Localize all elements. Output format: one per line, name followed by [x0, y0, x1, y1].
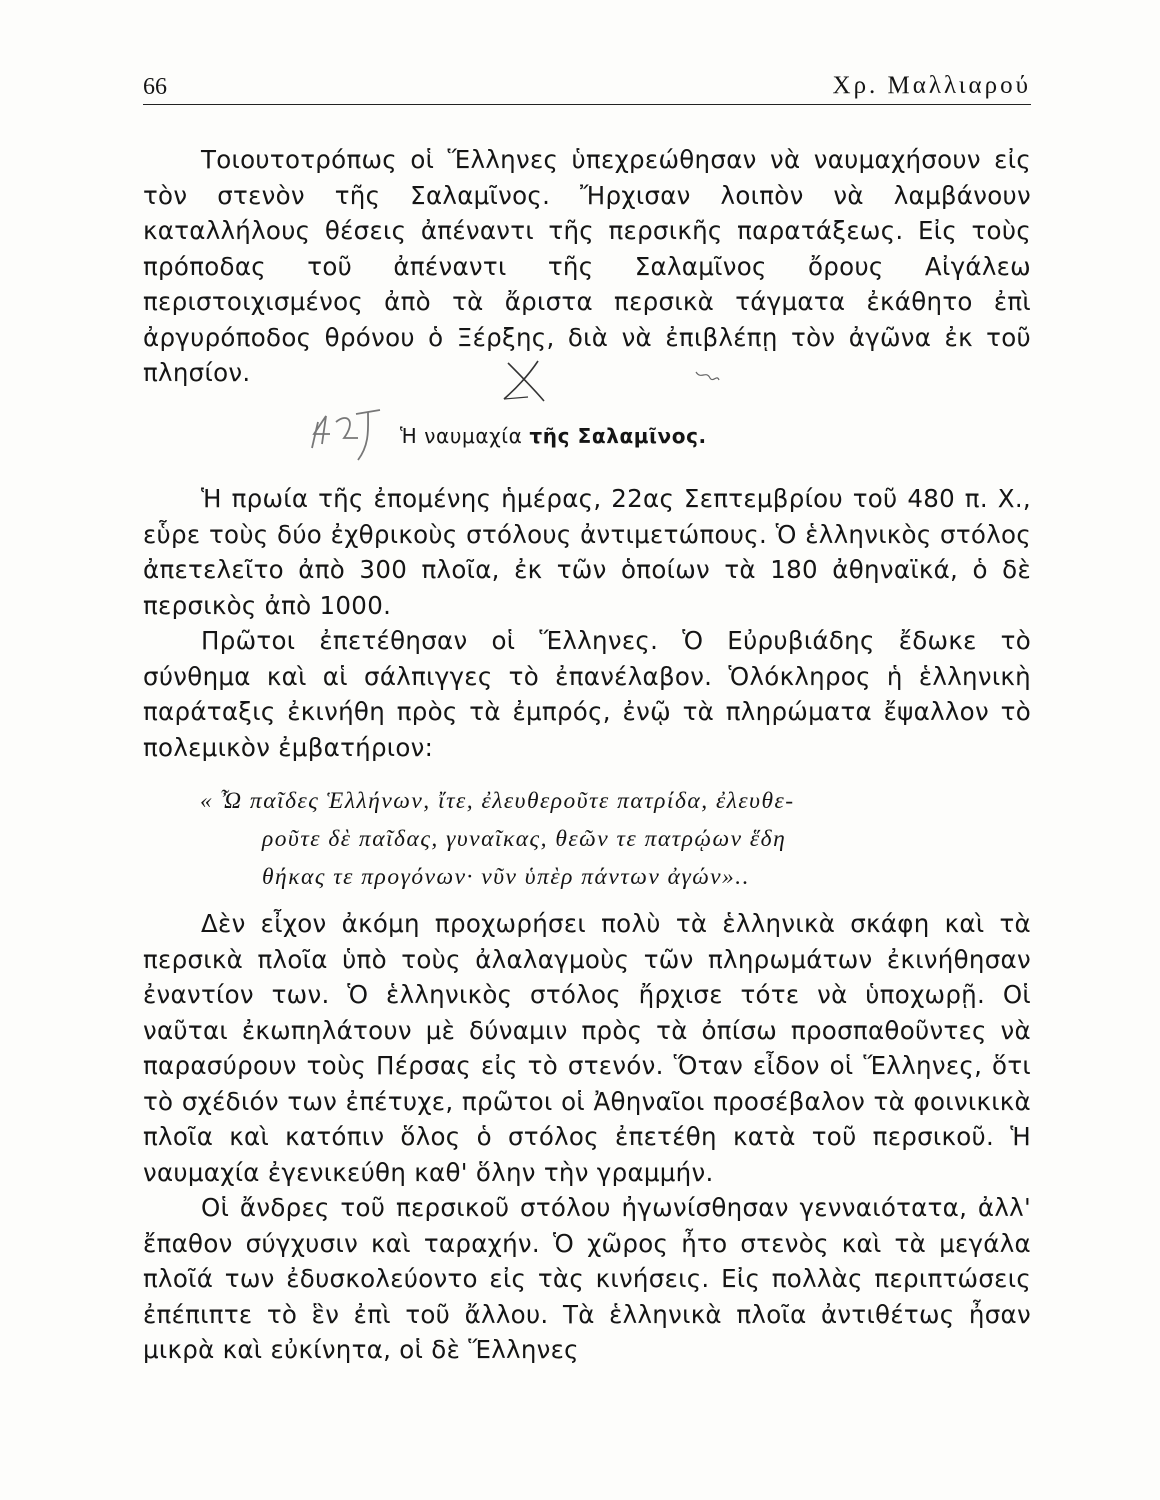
section-heading-article: Ἡ ναυμαχία: [400, 424, 523, 448]
battle-hymn-quote: [200, 782, 940, 896]
paragraph-5: Οἱ ἄνδρες τοῦ περσικοῦ στόλου ἠγωνίσθησαν γενναιότατα, ἀλλ' ἔπαθον σύγχυσιν καὶ ταραχήν. Ὁ χῶρος ἦτο στενὸς καὶ τὰ μεγάλα πλοῖά των ἐδυσκολεύοντο εἰς τὰς κινήσεις. Εἰς πολλὰς περιπτώσεις ἐπέπιπτε τὸ ἓν ἐπὶ τοῦ ἄλλου. Τὰ ἑλληνικὰ πλοῖα ἀντιθέτως ἦσαν μικρὰ καὶ εὐκίνητα, οἱ δὲ Ἕλληνες: [143, 1193, 1031, 1364]
running-head-author: Χρ. Μαλλιαρού: [832, 72, 1031, 99]
page-number: 66: [143, 74, 167, 100]
handwritten-margin-note: [306, 404, 388, 466]
paragraph-4: Δὲν εἶχον ἀκόμη προχωρήσει πολὺ τὰ ἑλληνικὰ σκάφη καὶ τὰ περσικὰ πλοῖα ὑπὸ τοὺς ἀλαλαγμοὺς τῶν πληρωμάτων ἐκινήθησαν ἐναντίον των. Ὁ ἑλληνικὸς στόλος ἤρχισε τότε νὰ ὑποχωρῇ. Οἱ ναῦται ἐκωπηλάτουν μὲ δύναμιν πρὸς τὰ ὀπίσω προσπαθοῦντες νὰ παρασύρουν τοὺς Πέρσας εἰς τὸ στενόν. Ὅταν εἶδον οἱ Ἕλληνες, ὅτι τὸ σχέδιόν των ἐπέτυχε, πρῶτοι οἱ Ἀθηναῖοι προσέβαλον τὰ φοινικικὰ πλοῖα καὶ κατόπιν ὅλος ὁ στόλος ἐπετέθη κατὰ τοῦ περσικοῦ. Ἡ ναυμαχία ἐγενικεύθη καθ' ὅλην τὴν γραμμήν.: [143, 909, 1031, 1187]
verse-line-1: « Ὦ παῖδες Ἑλλήνων, ἴτε, ἐλευθεροῦτε πατρίδα, ἐλευθε-: [200, 788, 795, 814]
paragraph-2: Ἡ πρωία τῆς ἐπομένης ἡμέρας, 22ας Σεπτεμβρίου τοῦ 480 π. Χ., εὗρε τοὺς δύο ἐχθρικοὺς στόλους ἀντιμετώπους. Ὁ ἑλληνικὸς στόλος ἀπετελεῖτο ἀπὸ 300 πλοῖα, ἐκ τῶν ὁποίων τὰ 180 ἀθηναϊκά, ὁ δὲ περσικὸς ἀπὸ 1000.: [143, 484, 1031, 620]
paragraph-3: Πρῶτοι ἐπετέθησαν οἱ Ἕλληνες. Ὁ Εὐρυβιάδης ἔδωκε τὸ σύνθημα καὶ αἱ σάλπιγγες τὸ ἐπανέλαβον. Ὁλόκληρος ἡ ἑλληνικὴ παράταξις ἐκινήθη πρὸς τὰ ἐμπρός, ἐνῷ τὰ πληρώματα ἔψαλλον τὸ πολεμικὸν ἐμβατήριον:: [143, 626, 1031, 762]
page-header: [143, 70, 1031, 105]
handwritten-scribble-mark: [692, 366, 722, 388]
verse-line-3: θήκας τε προγόνων· νῦν ὑπὲρ πάντων ἀγών»..: [262, 864, 751, 890]
verse-line-2: ροῦτε δὲ παῖδας, γυναῖκας, θεῶν τε πατρῴων ἕδη: [262, 826, 787, 852]
section-heading-title: τῆς Σαλαμῖνος.: [529, 424, 707, 448]
battle-opening-section: [143, 481, 1031, 765]
handwritten-x-mark: [498, 355, 558, 407]
paragraph-xerxes-throne: [143, 142, 1031, 391]
section-heading: [400, 424, 707, 448]
paragraph-1: Τοιουτοτρόπως οἱ Ἕλληνες ὑπεχρεώθησαν νὰ ναυμαχήσουν εἰς τὸν στενὸν τῆς Σαλαμῖνος. Ἤρχισαν λοιπὸν νὰ λαμβάνουν καταλλήλους θέσεις ἀπέναντι τῆς περσικῆς παρατάξεως. Εἰς τοὺς πρόποδας τοῦ ἀπέναντι τῆς Σαλαμῖνος ὄρους Αἰγάλεω περιστοιχισμένος ἀπὸ τὰ ἄριστα περσικὰ τάγματα ἐκάθητο ἐπὶ ἀργυρόποδος θρόνου ὁ Ξέρξης, διὰ νὰ ἐπιβλέπῃ τὸν ἀγῶνα ἐκ τοῦ πλησίον.: [143, 145, 1031, 387]
battle-course-section: [143, 906, 1031, 1368]
